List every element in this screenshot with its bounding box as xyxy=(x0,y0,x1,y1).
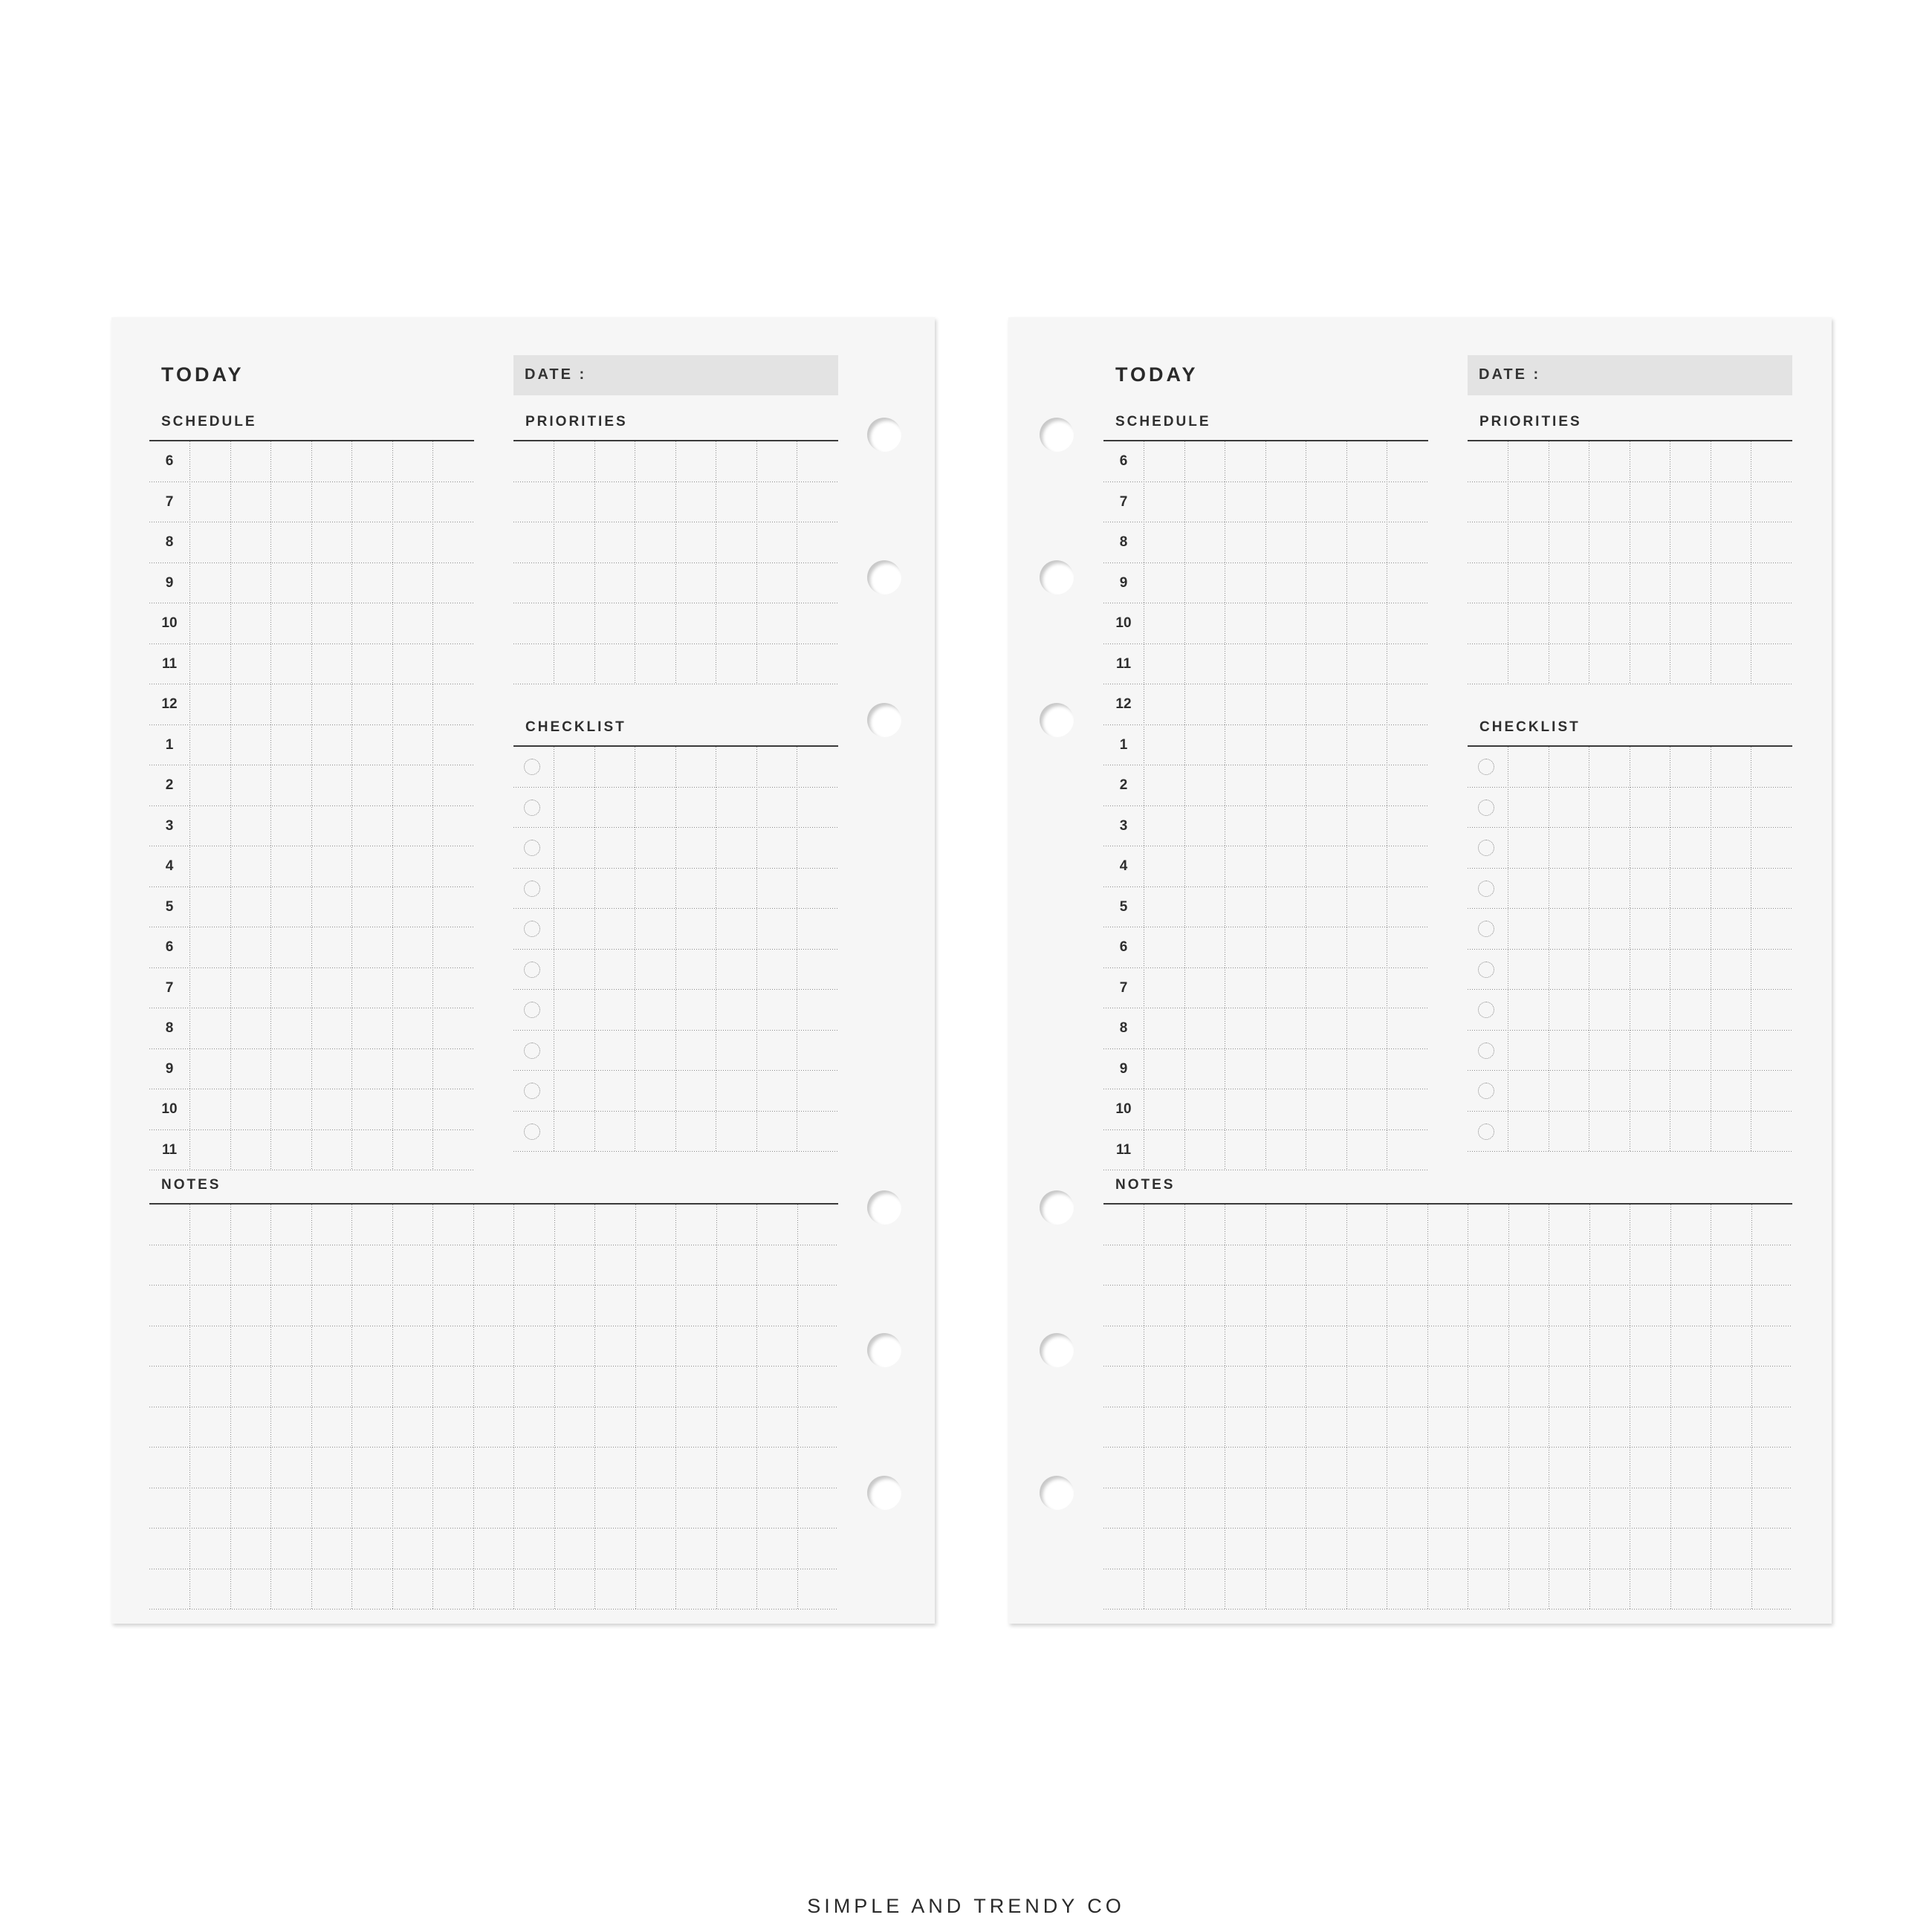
grid-col-line xyxy=(594,1205,595,1610)
checklist-checkbox[interactable] xyxy=(1478,1124,1494,1140)
schedule-hour-label: 10 xyxy=(1115,615,1132,631)
grid-col-line xyxy=(1346,441,1347,1170)
grid-col-line xyxy=(756,441,757,684)
ring-hole xyxy=(867,418,901,452)
grid-col-line xyxy=(756,1205,757,1610)
grid-col-line xyxy=(1508,1205,1509,1610)
grid-col-line xyxy=(1670,1205,1671,1610)
grid-col-line xyxy=(1265,1205,1266,1610)
schedule-hour-label: 3 xyxy=(165,817,174,834)
schedule-hour-label: 11 xyxy=(1115,1141,1132,1158)
ring-hole xyxy=(867,703,901,737)
grid-col-line xyxy=(594,747,595,1152)
grid-col-line xyxy=(432,441,433,1170)
schedule-heading: SCHEDULE xyxy=(161,414,257,429)
grid-row-line xyxy=(149,1285,838,1286)
grid-row-line xyxy=(1103,1609,1792,1610)
date-field[interactable] xyxy=(1468,355,1792,395)
schedule-hour-label: 11 xyxy=(161,1141,178,1158)
schedule-hour-label: 2 xyxy=(165,777,174,793)
grid-row-line xyxy=(513,1030,838,1031)
grid-col-line xyxy=(230,1205,231,1610)
grid-col-line xyxy=(230,441,231,1170)
grid-col-line xyxy=(716,1205,717,1610)
grid-col-line xyxy=(1265,441,1266,1170)
schedule-hour-label: 8 xyxy=(1119,1020,1128,1036)
grid-row-line xyxy=(1468,827,1792,828)
date-field[interactable] xyxy=(513,355,838,395)
grid-row-line xyxy=(149,724,474,725)
schedule-hour-label: 4 xyxy=(1119,858,1128,874)
ring-hole xyxy=(1040,560,1074,594)
checklist-checkbox[interactable] xyxy=(524,1124,540,1140)
schedule-hour-label: 6 xyxy=(1119,453,1128,469)
schedule-hour-label: 9 xyxy=(1119,1060,1128,1077)
schedule-hour-label: 9 xyxy=(165,1060,174,1077)
schedule-grid[interactable] xyxy=(1103,441,1428,1170)
schedule-hour-label: 11 xyxy=(161,655,178,672)
grid-row-line xyxy=(1103,1528,1792,1529)
schedule-hour-label: 9 xyxy=(165,574,174,591)
schedule-hour-label: 10 xyxy=(161,1101,178,1117)
grid-col-line xyxy=(189,1205,190,1610)
grid-row-line xyxy=(1468,1070,1792,1071)
priorities-grid[interactable] xyxy=(513,441,838,684)
schedule-hour-label: 12 xyxy=(1115,696,1132,712)
checklist-checkbox[interactable] xyxy=(1478,962,1494,978)
grid-row-line xyxy=(1103,1048,1428,1049)
notes-grid[interactable] xyxy=(1103,1205,1792,1610)
schedule-hour-label: 10 xyxy=(1115,1101,1132,1117)
ring-hole xyxy=(867,1333,901,1367)
schedule-hour-label: 8 xyxy=(165,1020,174,1036)
notes-heading: NOTES xyxy=(1115,1177,1176,1193)
grid-row-line xyxy=(149,886,474,887)
ring-hole xyxy=(1040,1190,1074,1225)
grid-row-line xyxy=(1468,908,1792,909)
grid-col-line xyxy=(473,1205,474,1610)
page-title: TODAY xyxy=(1115,363,1199,386)
schedule-hour-label: 9 xyxy=(1119,574,1128,591)
ring-hole xyxy=(1040,1476,1074,1510)
grid-col-line xyxy=(797,1205,798,1610)
checklist-checkbox[interactable] xyxy=(524,962,540,978)
grid-row-line xyxy=(513,949,838,950)
grid-col-line xyxy=(513,1205,514,1610)
checklist-checkbox[interactable] xyxy=(524,921,540,937)
grid-row-line xyxy=(513,827,838,828)
grid-row-line xyxy=(513,1070,838,1071)
schedule-hour-label: 6 xyxy=(1119,939,1128,955)
grid-col-line xyxy=(1427,1205,1428,1610)
priorities-heading: PRIORITIES xyxy=(1479,414,1582,429)
grid-col-line xyxy=(270,1205,271,1610)
schedule-hour-label: 11 xyxy=(1115,655,1132,672)
grid-col-line xyxy=(675,441,676,684)
ring-hole xyxy=(1040,418,1074,452)
grid-row-line xyxy=(1468,989,1792,990)
grid-row-line xyxy=(1103,967,1428,968)
checklist-heading: CHECKLIST xyxy=(525,719,626,735)
schedule-hour-label: 12 xyxy=(161,696,178,712)
grid-row-line xyxy=(1103,724,1428,725)
grid-col-line xyxy=(1184,441,1185,1170)
ring-hole xyxy=(1040,703,1074,737)
schedule-hour-label: 1 xyxy=(1119,736,1128,753)
checklist-checkbox[interactable] xyxy=(524,840,540,856)
checklist-checkbox[interactable] xyxy=(524,881,540,897)
checklist-checkbox[interactable] xyxy=(524,1002,540,1018)
notes-grid[interactable] xyxy=(149,1205,838,1610)
grid-row-line xyxy=(149,967,474,968)
checklist-checkbox[interactable] xyxy=(1478,1083,1494,1099)
grid-row-line xyxy=(1468,787,1792,788)
grid-row-line xyxy=(149,1447,838,1448)
schedule-hour-label: 2 xyxy=(1119,777,1128,793)
schedule-hour-label: 8 xyxy=(1119,534,1128,550)
grid-row-line xyxy=(513,787,838,788)
date-label: DATE : xyxy=(1479,366,1541,383)
checklist-grid[interactable] xyxy=(513,747,838,1152)
grid-col-line xyxy=(311,1205,312,1610)
grid-row-line xyxy=(149,805,474,806)
checklist-checkbox[interactable] xyxy=(1478,1043,1494,1059)
grid-row-line xyxy=(1468,868,1792,869)
brand-footer: SIMPLE AND TRENDY CO xyxy=(807,1895,1125,1917)
checklist-checkbox[interactable] xyxy=(524,800,540,816)
checklist-checkbox[interactable] xyxy=(524,759,540,775)
grid-col-line xyxy=(392,441,393,1170)
grid-row-line xyxy=(149,1129,474,1130)
schedule-hour-label: 4 xyxy=(165,858,174,874)
schedule-hour-label: 8 xyxy=(165,534,174,550)
grid-row-line xyxy=(1103,1129,1428,1130)
ring-hole xyxy=(867,1476,901,1510)
planner-page-left xyxy=(111,317,935,1624)
grid-col-line xyxy=(594,441,595,684)
planner-page-right xyxy=(1008,317,1832,1624)
schedule-hour-label: 6 xyxy=(165,939,174,955)
grid-row-line xyxy=(1103,1285,1792,1286)
notes-heading: NOTES xyxy=(161,1177,221,1193)
grid-col-line xyxy=(189,441,190,1170)
grid-row-line xyxy=(513,868,838,869)
grid-row-line xyxy=(1468,1111,1792,1112)
schedule-hour-label: 6 xyxy=(165,453,174,469)
grid-col-line xyxy=(311,441,312,1170)
date-label: DATE : xyxy=(525,366,587,383)
schedule-hour-label: 5 xyxy=(165,898,174,915)
checklist-checkbox[interactable] xyxy=(1478,881,1494,897)
grid-col-line xyxy=(392,1205,393,1610)
grid-col-line xyxy=(1346,1205,1347,1610)
schedule-grid[interactable] xyxy=(149,441,474,1170)
schedule-hour-label: 7 xyxy=(165,979,174,996)
checklist-grid[interactable] xyxy=(1468,747,1792,1152)
schedule-heading: SCHEDULE xyxy=(1115,414,1211,429)
checklist-checkbox[interactable] xyxy=(1478,800,1494,816)
grid-row-line xyxy=(1103,1366,1792,1367)
checklist-checkbox[interactable] xyxy=(524,1043,540,1059)
grid-row-line xyxy=(1468,949,1792,950)
grid-col-line xyxy=(1751,1205,1752,1610)
grid-row-line xyxy=(513,989,838,990)
checklist-checkbox[interactable] xyxy=(524,1083,540,1099)
schedule-hour-label: 3 xyxy=(1119,817,1128,834)
grid-row-line xyxy=(513,1111,838,1112)
priorities-heading: PRIORITIES xyxy=(525,414,628,429)
grid-row-line xyxy=(1468,1030,1792,1031)
grid-row-line xyxy=(149,1366,838,1367)
checklist-checkbox[interactable] xyxy=(1478,759,1494,775)
priorities-grid[interactable] xyxy=(1468,441,1792,684)
grid-col-line xyxy=(675,747,676,1152)
grid-col-line xyxy=(675,1205,676,1610)
grid-row-line xyxy=(513,908,838,909)
ring-hole xyxy=(867,1190,901,1225)
grid-col-line xyxy=(554,1205,555,1610)
grid-row-line xyxy=(1103,805,1428,806)
grid-row-line xyxy=(149,1528,838,1529)
grid-row-line xyxy=(513,1151,838,1152)
grid-col-line xyxy=(270,441,271,1170)
checklist-checkbox[interactable] xyxy=(1478,921,1494,937)
checklist-checkbox[interactable] xyxy=(1478,840,1494,856)
grid-row-line xyxy=(149,1048,474,1049)
schedule-hour-label: 5 xyxy=(1119,898,1128,915)
grid-col-line xyxy=(1589,1205,1590,1610)
schedule-hour-label: 7 xyxy=(1119,979,1128,996)
grid-col-line xyxy=(432,1205,433,1610)
grid-col-line xyxy=(351,1205,352,1610)
ring-hole xyxy=(867,560,901,594)
grid-row-line xyxy=(1103,886,1428,887)
grid-col-line xyxy=(756,747,757,1152)
grid-col-line xyxy=(351,441,352,1170)
grid-col-line xyxy=(1184,1205,1185,1610)
schedule-hour-label: 7 xyxy=(1119,493,1128,510)
grid-row-line xyxy=(1468,1151,1792,1152)
schedule-hour-label: 1 xyxy=(165,736,174,753)
schedule-hour-label: 10 xyxy=(161,615,178,631)
ring-hole xyxy=(1040,1333,1074,1367)
checklist-heading: CHECKLIST xyxy=(1479,719,1581,735)
checklist-checkbox[interactable] xyxy=(1478,1002,1494,1018)
grid-col-line xyxy=(635,1205,636,1610)
page-title: TODAY xyxy=(161,363,244,386)
grid-row-line xyxy=(1103,1447,1792,1448)
grid-row-line xyxy=(149,1609,838,1610)
schedule-hour-label: 7 xyxy=(165,493,174,510)
